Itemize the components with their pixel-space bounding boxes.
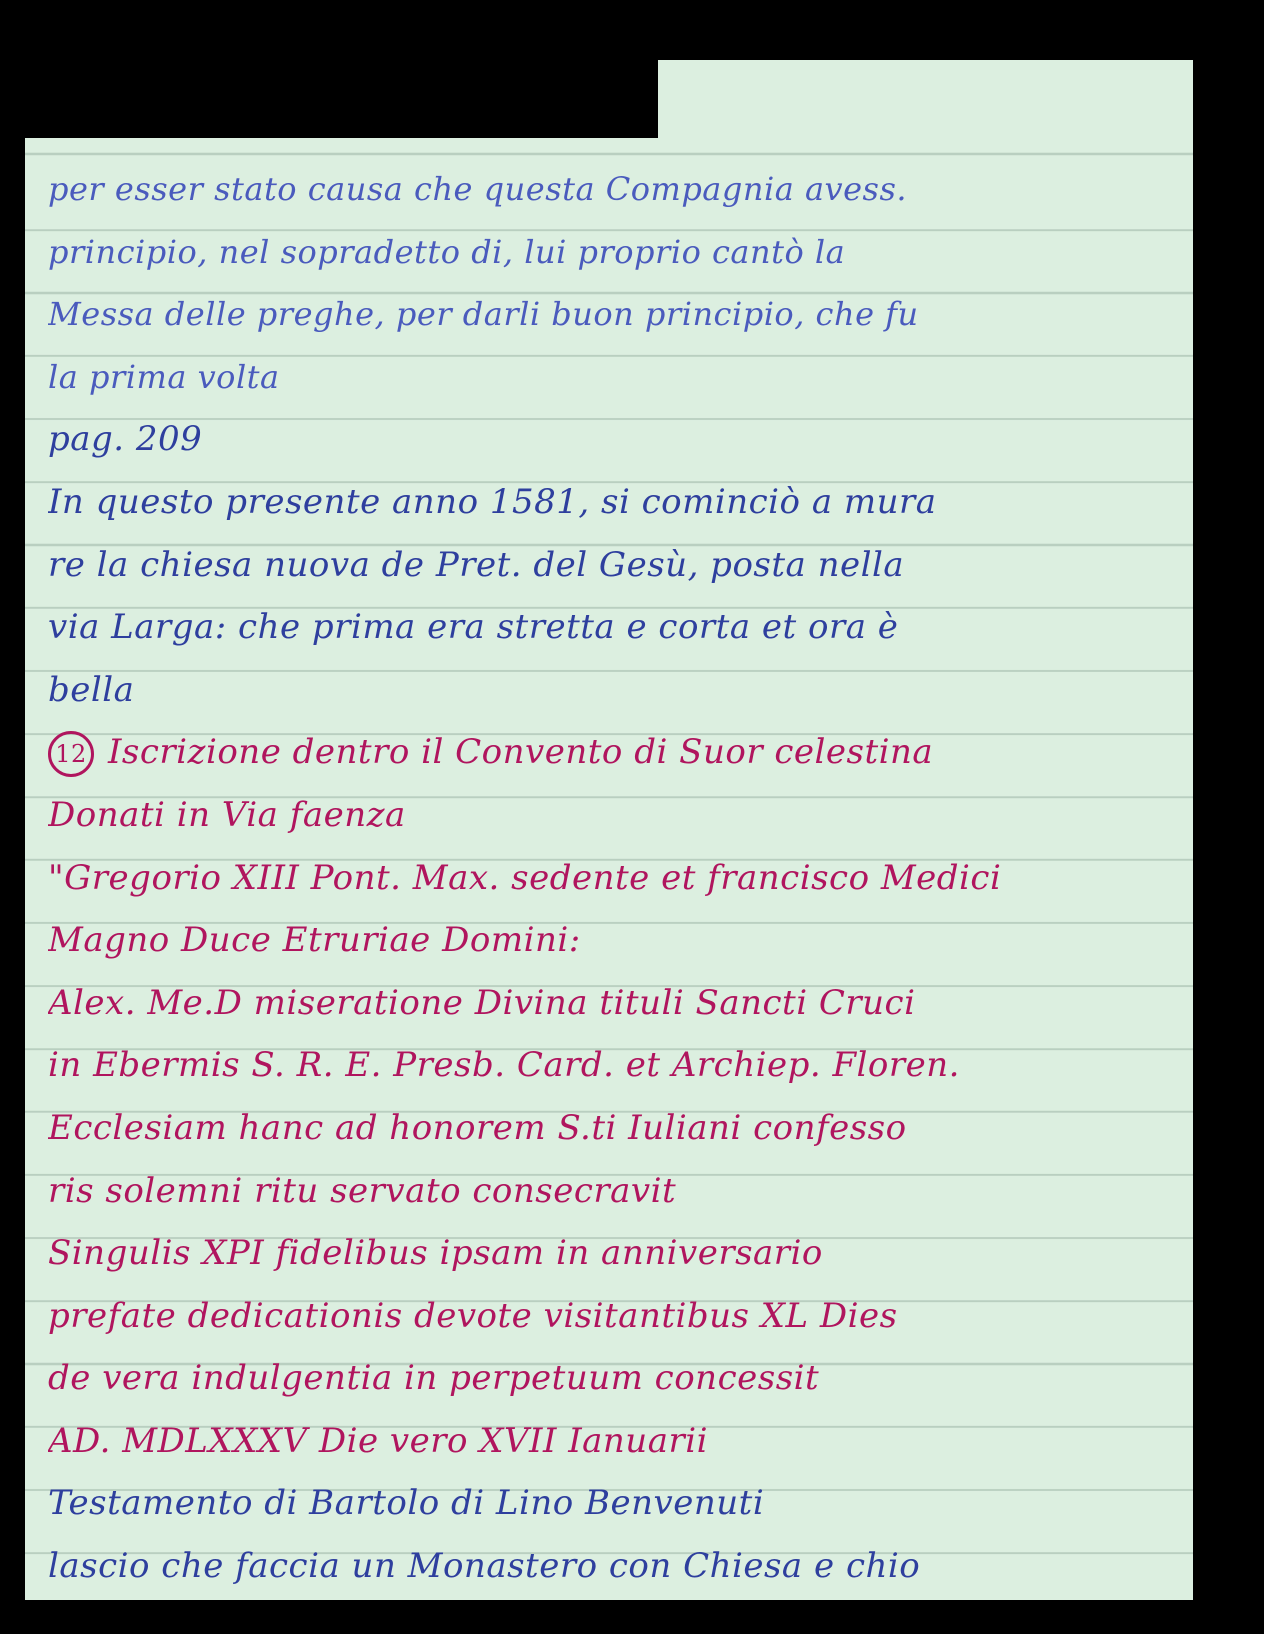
text-line-14: Alex. Me.D miseratione Divina tituli Sancti Cruci — [48, 982, 916, 1023]
text-line-9: bella — [48, 669, 135, 710]
text-line-6: In questo presente anno 1581, si cominciò a mura — [48, 481, 937, 522]
text-line-17: ris solemni ritu servato consecravit — [48, 1170, 677, 1211]
inscription-heading-text: Iscrizione dentro il Convento di Suor celestina — [108, 732, 934, 773]
inscription-heading — [48, 721, 1178, 784]
text-line-22: Testamento di Bartolo di Lino Benvenuti — [48, 1483, 765, 1524]
text-line-21: AD. MDLXXXV Die vero XVII Ianuarii — [48, 1420, 708, 1461]
text-line-23: lascio che faccia un Monastero con Chiesa e chio — [48, 1546, 921, 1587]
text-line-1: per esser stato causa che questa Compagnia avess. — [48, 170, 908, 208]
index-card-tab — [658, 60, 1193, 150]
text-line-2: principio, nel sopradetto di, lui proprio cantò la — [48, 232, 846, 271]
circled-number-badge: 12 — [48, 731, 94, 777]
text-line-7: re la chiesa nuova de Pret. del Gesù, posta nella — [48, 544, 905, 585]
text-line-8: via Larga: che prima era stretta e corta et ora è — [48, 607, 899, 648]
page-reference: pag. 209 — [48, 419, 203, 460]
text-line-15: in Ebermis S. R. E. Presb. Card. et Archiep. Floren. — [48, 1045, 960, 1086]
text-line-13: Magno Duce Etruriae Domini: — [48, 920, 581, 961]
text-line-19: prefate dedicationis devote visitantibus XL Dies — [48, 1295, 898, 1336]
text-line-12: "Gregorio XIII Pont. Max. sedente et francisco Medici — [48, 857, 1002, 898]
text-line-16: Ecclesiam hanc ad honorem S.ti Iuliani confesso — [48, 1107, 907, 1148]
text-line-4: la prima volta — [48, 357, 280, 396]
text-line-11: Donati in Via faenza — [48, 794, 406, 835]
handwritten-text — [48, 158, 1178, 1598]
text-line-3: Messa delle preghe, per darli buon principio, che fu — [48, 295, 919, 334]
text-line-20: de vera indulgentia in perpetuum concessit — [48, 1358, 820, 1399]
text-line-18: Singulis XPI fidelibus ipsam in anniversario — [48, 1233, 823, 1274]
